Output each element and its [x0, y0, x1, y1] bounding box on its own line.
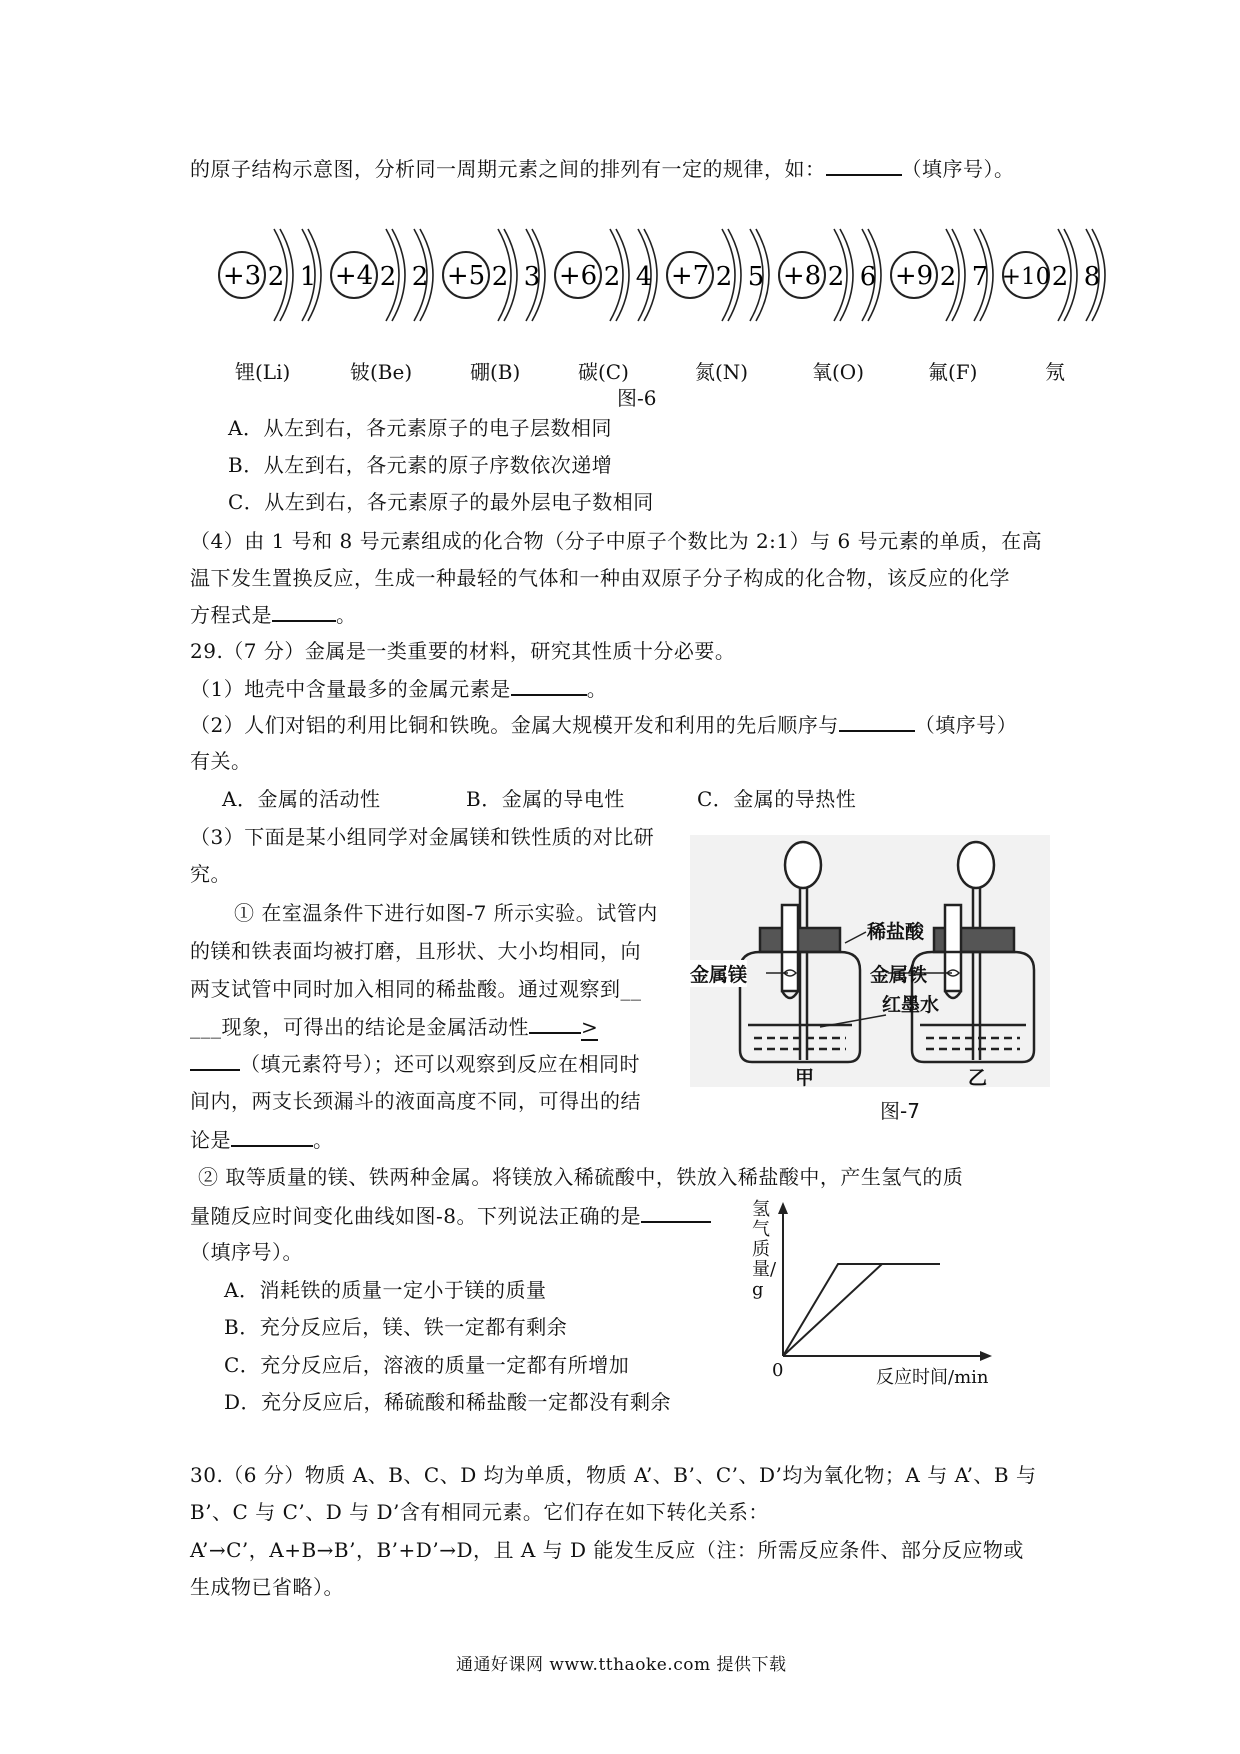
electron-count: 8: [1083, 262, 1101, 292]
electron-count: 7: [971, 262, 989, 292]
q29-part3-2-option-c: C．充分反应后，溶液的质量一定都有所增加: [224, 1353, 630, 1377]
atom-diagram: [219, 229, 321, 321]
option-a: A．从左到右，各元素原子的电子层数相同: [228, 416, 612, 440]
figure-8-xlabel: 反应时间/min: [876, 1367, 989, 1388]
label-red-ink: 红墨水: [882, 994, 940, 1016]
activity-blank-2[interactable]: [190, 1051, 240, 1071]
nucleus-charge: +3: [222, 261, 262, 291]
q29-part3-1-line2: 的镁和铁表面均被打磨，且形状、大小均相同，向: [190, 939, 641, 963]
nucleus-charge: +7: [670, 261, 710, 291]
q29-part2-option-a: A．金属的活动性: [222, 787, 381, 811]
atom-diagram: [331, 229, 433, 321]
q29-part3-2-option-a: A．消耗铁的质量一定小于镁的质量: [224, 1278, 547, 1302]
atom-diagram: [1002, 229, 1105, 321]
atom-diagram: [555, 229, 657, 321]
option-b: B．从左到右，各元素的原子序数依次递增: [228, 453, 613, 477]
intro-text: 的原子结构示意图，分析同一周期元素之间的排列有一定的规律，如：: [190, 157, 826, 181]
q29-part3-line1: （3）下面是某小组同学对金属镁和铁性质的对比研: [190, 825, 655, 849]
electron-count: 1: [299, 262, 317, 292]
figure-8-ylabel: 氢气质量/g: [752, 1199, 777, 1300]
q29-part3-2-line1: ② 取等质量的镁、铁两种金属。将镁放入稀硫酸中，铁放入稀盐酸中，产生氢气的质: [198, 1165, 964, 1189]
q29-part3-2-option-b: B．充分反应后，镁、铁一定都有剩余: [224, 1315, 568, 1339]
option-c: C．从左到右，各元素原子的最外层电子数相同: [228, 490, 654, 514]
q29-part3-1-line5-text: （填元素符号）；还可以观察到反应在相同时: [240, 1052, 640, 1076]
equation-blank[interactable]: [272, 602, 336, 622]
element-label: 硼(B): [470, 360, 521, 384]
q29-part3-1-line7-end: 。: [313, 1128, 334, 1152]
x-axis-arrow: [980, 1351, 992, 1361]
q28-4-line3: [190, 602, 357, 627]
label-jia: 甲: [795, 1067, 815, 1089]
electron-count: 4: [635, 262, 653, 292]
q28-4-line3-end: 。: [336, 603, 357, 627]
q29-part2: [190, 712, 1017, 737]
label-dilute-hcl: 稀盐酸: [867, 921, 925, 943]
q29-part3-2-line3: （填序号）。: [190, 1240, 303, 1264]
q28-4-line2: 温下发生置换反应，生成一种最轻的气体和一种由双原子分子构成的化合物，该反应的化学: [190, 566, 1010, 590]
figure-8-graph: [740, 1200, 1000, 1380]
label-yi: 乙: [968, 1067, 988, 1089]
electron-count: 2: [491, 262, 509, 292]
element-label: 氟(F): [928, 360, 978, 384]
electron-count: 2: [379, 262, 397, 292]
order-blank[interactable]: [839, 712, 915, 732]
q29-part3-1-line6: 间内，两支长颈漏斗的液面高度不同，可得出的结: [190, 1089, 641, 1113]
q29-part3-2-option-d: D．充分反应后，稀硫酸和稀盐酸一定都没有剩余: [224, 1390, 672, 1414]
q29-part3-line2: 究。: [190, 862, 231, 886]
element-label: 碳(C): [578, 360, 629, 384]
q29-part3-1-line7-text: 论是: [190, 1128, 231, 1152]
q29-part2-text: （2）人们对铝的利用比铜和铁晚。金属大规模开发和利用的先后顺序与: [190, 713, 839, 737]
electron-count: 2: [411, 262, 429, 292]
q29-part3-1-line4-text: ___现象，可得出的结论是金属活动性: [190, 1015, 529, 1039]
atom-diagram: [443, 229, 545, 321]
label-metal-mg: 金属镁: [690, 960, 747, 987]
element-label: 氖: [1045, 360, 1065, 384]
figure-8-origin: 0: [772, 1360, 784, 1381]
nucleus-charge: +6: [558, 261, 598, 291]
q29-part3-1-line4: [190, 1014, 598, 1039]
activity-blank-1[interactable]: [529, 1014, 581, 1034]
electron-count: 2: [827, 262, 845, 292]
figure-7-caption: 图-7: [880, 1099, 920, 1123]
curve-fast: [783, 1264, 940, 1356]
q29-part3-1-line1: ① 在室温条件下进行如图-7 所示实验。试管内: [234, 901, 658, 925]
q28-4-line3-text: 方程式是: [190, 603, 272, 627]
q29-part1-end: 。: [586, 677, 608, 701]
q30-line1: 30.（6 分）物质 A、B、C、D 均为单质，物质 A’、B’、C’、D’均为氧化物；A 与 A’、B 与: [190, 1463, 1037, 1487]
q29-part2-line2: 有关。: [190, 749, 252, 773]
label-metal-fe: 金属铁: [870, 964, 928, 986]
intro-line: [190, 156, 1015, 181]
figure-6-caption: 图-6: [617, 386, 657, 410]
q29-part3-2-line2: [190, 1203, 711, 1228]
q29-title: 29.（7 分）金属是一类重要的材料，研究其性质十分必要。: [190, 639, 736, 663]
electron-count: 5: [747, 262, 765, 292]
footer-source: 通通好课网 www.tthaoke.com 提供下载: [456, 1655, 787, 1675]
nucleus-charge: +4: [334, 261, 374, 291]
nucleus-charge: +5: [446, 261, 486, 291]
q29-part2-option-c: C．金属的导热性: [697, 787, 857, 811]
element-label: 氮(N): [695, 360, 749, 384]
intro-tail: （填序号）。: [901, 157, 1015, 181]
conclusion-blank[interactable]: [231, 1127, 313, 1147]
nucleus-charge: +9: [894, 261, 934, 291]
electron-count: 2: [715, 262, 733, 292]
correct-statement-blank[interactable]: [641, 1203, 711, 1223]
q29-part3-2-line2-text: 量随反应时间变化曲线如图-8。下列说法正确的是: [190, 1204, 641, 1228]
atom-diagram: [779, 229, 881, 321]
q29-part3-1-line7: [190, 1127, 334, 1152]
figure-6-atom-diagrams: [210, 215, 1110, 335]
q28-4-line1: （4）由 1 号和 8 号元素组成的化合物（分子中原子个数比为 2:1）与 6 号元素的单质，在高: [190, 529, 1043, 553]
curve-slow: [783, 1264, 882, 1356]
q29-part3-1-line5: [190, 1051, 640, 1076]
nucleus-charge: +10: [1001, 264, 1051, 290]
element-label: 铍(Be): [350, 360, 413, 384]
electron-count: 3: [523, 262, 541, 292]
element-label: 锂(Li): [235, 360, 291, 384]
q29-part2-end: （填序号）: [914, 713, 1018, 737]
q29-part2-option-b: B．金属的导电性: [466, 787, 625, 811]
atom-diagram: [667, 229, 769, 321]
electron-count: 2: [939, 262, 957, 292]
electron-count: 2: [1051, 262, 1069, 292]
electron-count: 2: [267, 262, 285, 292]
q29-part3-1-line3: 两支试管中同时加入相同的稀盐酸。通过观察到__: [190, 977, 642, 1001]
element-label: 氧(O): [812, 360, 865, 384]
nucleus-charge: +8: [782, 261, 822, 291]
atom-diagram: [891, 229, 993, 321]
electron-count: 6: [859, 262, 877, 292]
y-axis-arrow: [778, 1202, 788, 1214]
q30-line2: B’、C 与 C’、D 与 D’含有相同元素。它们存在如下转化关系：: [190, 1500, 769, 1524]
answer-blank[interactable]: [826, 156, 902, 176]
q29-part1: [190, 676, 607, 701]
metal-element-blank[interactable]: [511, 676, 587, 696]
q30-line3: A’→C’，A+B→B’，B’+D’→D，且 A 与 D 能发生反应（注：所需反应条件、部分反应物或: [190, 1538, 1024, 1562]
q29-part1-text: （1）地壳中含量最多的金属元素是: [190, 677, 511, 701]
greater-than-sign: >: [581, 1015, 599, 1039]
q30-line4: 生成物已省略）。: [190, 1575, 344, 1599]
electron-count: 2: [603, 262, 621, 292]
